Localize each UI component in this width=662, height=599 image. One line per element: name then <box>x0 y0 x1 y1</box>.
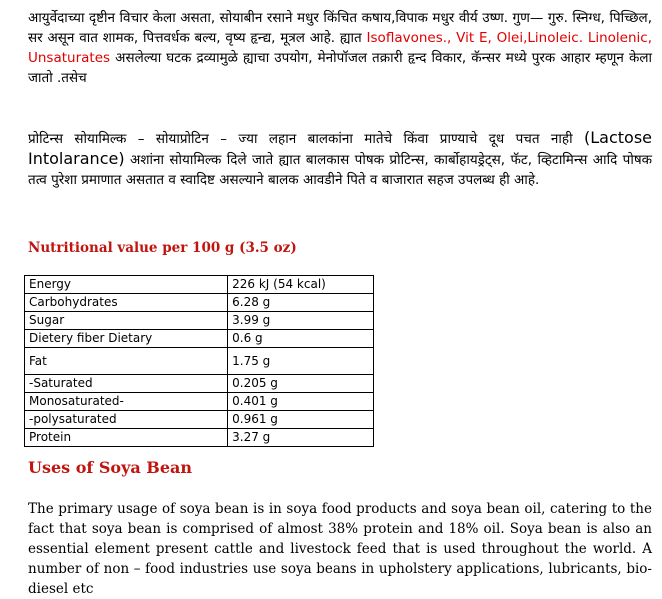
nutrient-label: Protein <box>25 429 228 447</box>
table-row <box>25 348 374 375</box>
nutrition-table <box>24 275 374 447</box>
nutrient-label: Carbohydrates <box>25 294 228 312</box>
nutrient-label: Dietery fiber Dietary <box>25 330 228 348</box>
table-row <box>25 411 374 429</box>
table-row <box>25 312 374 330</box>
lactose-intolerance-text: (Lactose Intolarance) <box>28 128 652 168</box>
nutrient-value: 0.961 g <box>228 411 374 429</box>
nutrient-value: 6.28 g <box>228 294 374 312</box>
nutrient-value: 0.205 g <box>228 375 374 393</box>
nutrient-value: 3.27 g <box>228 429 374 447</box>
nutrient-value: 226 kJ (54 kcal) <box>228 276 374 294</box>
ayurveda-text-2: असलेल्या घटक द्रव्यामुळे ह्याचा उपयोग, मेनोपॉजल तक्रारी हृन्द विकार, कॅन्सर मध्ये पुरक आहार म्हणून केला जातो .तसेच <box>28 50 652 86</box>
ayurveda-paragraph <box>28 8 652 88</box>
soymilk-text-1: प्रोटिन्स सोयामिल्क – सोयाप्रोटिन – ज्या लहान बालकांना मातेचे किंवा प्राण्याचे दूध पचत नाही <box>28 131 584 147</box>
table-row <box>25 330 374 348</box>
soymilk-paragraph <box>28 128 652 190</box>
table-row <box>25 375 374 393</box>
table-row <box>25 294 374 312</box>
soymilk-text-2: अशांना सोयामिल्क दिले जाते ह्यात बालकास पोषक प्रोटिन्स, कार्बोहायड्रेट्स, फॅट, व्हिटामिन्स आदि पोषक तत्व पुरेशा प्रमाणात असतात व स्वादिष्ट असल्याने बालक आवडीने पिते व बाजारात सहज उपलब्ध ही आहे. <box>28 152 652 188</box>
nutrient-label: Monosaturated- <box>25 393 228 411</box>
table-row <box>25 276 374 294</box>
uses-paragraph: The primary usage of soya bean is in soya food products and soya bean oil, catering to the fact that soya bean is comprised of almost 38% protein and 18% oil. Soya bean is also an essential element present cattle and livestock feed that is used throughout the world. A number of non – food industries use soya beans in upholstery applications, lubricants, bio-diesel etc <box>28 501 652 597</box>
nutrient-value: 1.75 g <box>228 348 374 375</box>
table-row <box>25 393 374 411</box>
nutrient-label: -polysaturated <box>25 411 228 429</box>
nutrient-highlight: Isoflavones., Vit E, Olei,Linoleic. Linolenic, Unsaturates <box>28 30 652 66</box>
uses-heading: Uses of Soya Bean <box>28 458 193 477</box>
nutrient-label: Energy <box>25 276 228 294</box>
nutrient-label: -Saturated <box>25 375 228 393</box>
nutrient-value: 0.6 g <box>228 330 374 348</box>
ayurveda-text-1: आयुर्वेदाच्या दृष्टीन विचार केला असता, सोयाबीन रसाने मधुर किंचित कषाय,विपाक मधुर वीर्य उष्ण. गुण— गुरु. स्निग्ध, पिच्छिल, सर असून वात शामक, पित्तवर्धक बल्य, वृष्य हृन्द्य, मूत्रल आहे. ह्यात <box>28 10 652 46</box>
nutrient-label: Sugar <box>25 312 228 330</box>
nutrient-label: Fat <box>25 348 228 375</box>
nutrition-heading: Nutritional value per 100 g (3.5 oz) <box>28 240 297 256</box>
nutrient-value: 3.99 g <box>228 312 374 330</box>
nutrient-value: 0.401 g <box>228 393 374 411</box>
table-row <box>25 429 374 447</box>
